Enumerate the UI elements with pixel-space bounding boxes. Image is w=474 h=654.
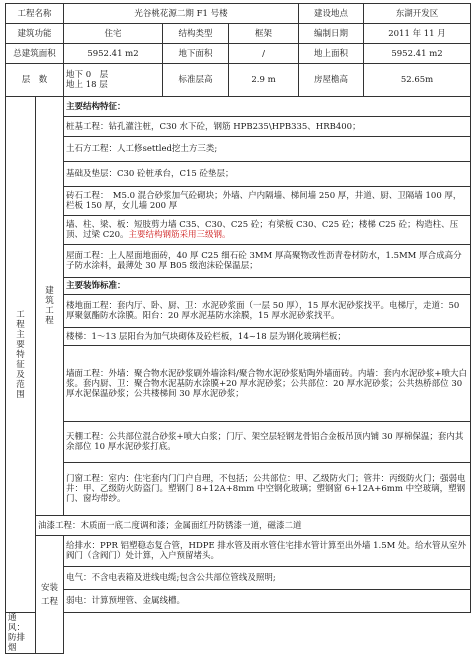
table-row (6, 463, 471, 516)
decoration-title: 主要装饰标准： (64, 278, 471, 295)
header-table (5, 3, 471, 97)
under-area: / (229, 44, 299, 64)
table-row (6, 590, 471, 613)
function-label: 建筑功能 (6, 24, 64, 44)
eave-height-label: 房屋檐高 (299, 64, 364, 97)
table-row (6, 245, 471, 278)
table-row (6, 516, 471, 536)
install-label: 安装 工程 (36, 536, 64, 654)
under-area-label: 地下面积 (163, 44, 229, 64)
floors-value (64, 64, 163, 97)
floor-text: 楼地面工程：套内厅、卧、厨、卫：水泥砂浆面（一层 50 厚），15 厚水泥砂浆找平。电梯厅，走道：50 厚聚氨酯防水涂膜。阳台：20 厚水泥基防水涂膜，15 厚水泥砂浆找平。 (64, 295, 471, 328)
location: 东湖开发区 (364, 4, 471, 24)
rebar-note: 主要结构钢筋采用三级钢。 (128, 230, 231, 240)
table-row (6, 567, 471, 590)
function: 住宅 (64, 24, 163, 44)
above-area-label: 地上面积 (299, 44, 364, 64)
stair-text: 楼梯：1～13 层阳台为加气块砌体及砼栏板，14~18 层为钢化玻璃栏板； (64, 328, 471, 346)
table-row (6, 328, 471, 346)
total-area-label: 总建筑面积 (6, 44, 64, 64)
ceiling-text: 天棚工程：公共部位混合砂浆+喷大白浆；门厅、架空层轻钢龙骨铝合金板吊顶内铺 30 厚棉保温；套内其余部位 10 厚水泥砂浆打底。 (64, 422, 471, 463)
table-row (6, 278, 471, 295)
table-row (6, 162, 471, 187)
location-label: 建设地点 (299, 4, 364, 24)
concrete-text: 墙、柱、梁、板：短肢剪力墙 C35、C30、C25 砼；有梁板 C30、C25 砼；楼梯 C25 砼；构造柱、压顶、过梁 C20。主要结构钢筋采用三级钢。 (64, 216, 471, 245)
roof-text: 屋面工程：上人屋面地面砖，40 厚 C25 细石砼 3MM 厚高聚物改性沥青卷材防水，1.5MM 厚合成高分子防水涂料，最薄处 30 厚 B05 级泡沫砼保温层； (64, 245, 471, 278)
table-row (6, 346, 471, 422)
std-height: 2.9 m (229, 64, 299, 97)
table-row (6, 64, 471, 97)
weak-text: 弱电：计算预埋管、金属线槽。 (64, 590, 471, 613)
floors-under: 地下 0 层 (66, 70, 109, 80)
paint-text: 油漆工程：木质面一底二度调和漆；金属面红丹防锈漆一道，磁漆二道 (36, 516, 471, 536)
table-row (6, 44, 471, 64)
date: 2011 年 11 月 (364, 24, 471, 44)
table-row (6, 137, 471, 162)
project-name: 光谷桃花源二期 F1 号楼 (64, 4, 299, 24)
electric-text: 电气：不含电表箱及进线电缆;包含公共部位管线及照明; (64, 567, 471, 590)
eave-height: 52.65m (364, 64, 471, 97)
water-text: 给排水：PPR 铝塑稳态复合管，HDPE 排水管及雨水管住宅排水管计算至出外墙 1.5M 处。给水管从室外阀门（含阀门）处计算，入户预留堵头。 (64, 536, 471, 567)
table-row (6, 97, 471, 117)
floors-above: 地上 18 层 (66, 80, 108, 90)
masonry-text: 砖石工程： M5.0 混合砂浆加气砼砌块；外墙、户内隔墙、梯间墙 250 厚，井道、厨、卫隔墙 100 厚，栏板 150 厚，女儿墙 200 厚 (64, 187, 471, 216)
std-height-label: 标准层高 (163, 64, 229, 97)
structure-label: 结构类型 (163, 24, 229, 44)
main-features-label: 工 程 主 要 特 征 及 范 围 (6, 97, 36, 613)
table-row (6, 295, 471, 328)
total-area: 5952.41 m2 (64, 44, 163, 64)
structure-title: 主要结构特征： (64, 97, 471, 117)
table-row (6, 216, 471, 245)
cost-document (5, 3, 470, 653)
scope-table (5, 96, 471, 654)
earth-text: 土石方工程：人工修settled挖土方三类; (64, 137, 471, 162)
architecture-label: 建 筑 工 程 (36, 97, 64, 516)
floors-label: 层 数 (6, 64, 64, 97)
vent-text: 通风：防排烟 (6, 613, 36, 654)
table-row (6, 613, 471, 654)
project-name-label: 工程名称 (6, 4, 64, 24)
table-row (6, 117, 471, 137)
table-row (6, 4, 471, 24)
pile-text: 桩基工程：钻孔灌注桩，C30 水下砼，钢筋 HPB235\HPB335、HRB400； (64, 117, 471, 137)
table-row (6, 24, 471, 44)
above-area: 5952.41 m2 (364, 44, 471, 64)
wall-text: 墙面工程：外墙：聚合物水泥砂浆刷外墙涂料/聚合物水泥砂浆贴陶外墙面砖。内墙：套内水泥砂浆+喷大白浆。套内厨、卫：聚合物水泥基防水涂膜+20 厚水泥砂浆；公共部位：20 厚水泥砂浆；公共热桥部位 30 厚水泥保温砂浆；公共楼梯间 30 厚水泥砂浆； (64, 346, 471, 422)
door-text: 门窗工程：室内：住宅套内门门户自理，不包括；公共部位：甲、乙级防火门；管井：丙级防火门；强弱电井：甲、乙级防火防盗门。塑钢门 8+12A+8mm 中空钢化玻璃；塑钢窗 6+12A+6mm 中空玻璃，塑钢门、窗均带纱。 (64, 463, 471, 516)
table-row (6, 422, 471, 463)
table-row (6, 187, 471, 216)
table-row (6, 536, 471, 567)
foundation-text: 基础及垫层：C30 砼桩承台，C15 砼垫层； (64, 162, 471, 187)
date-label: 编制日期 (299, 24, 364, 44)
structure: 框架 (229, 24, 299, 44)
